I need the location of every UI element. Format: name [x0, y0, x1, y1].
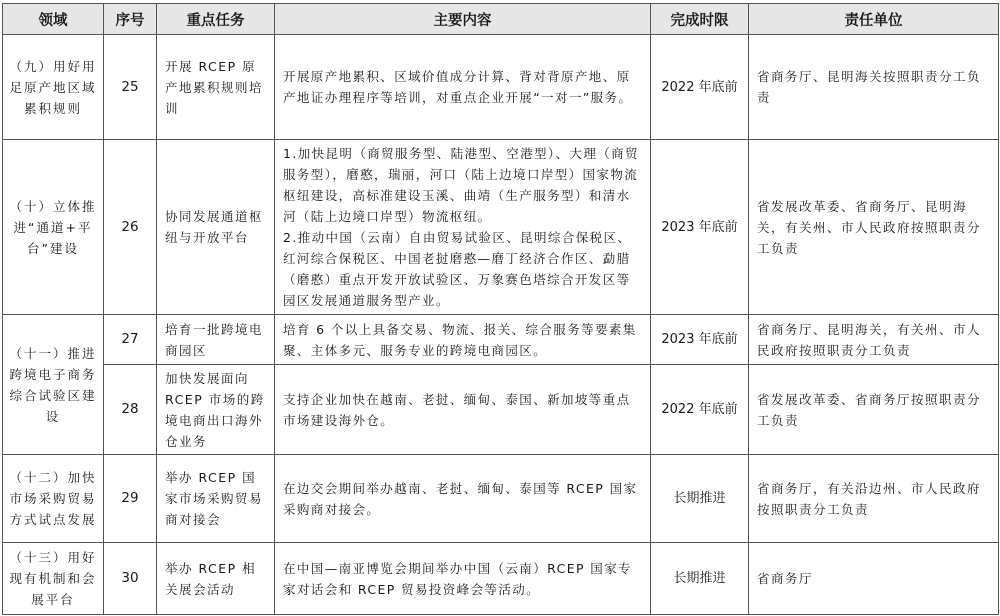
content-paragraph: 支持企业加快在越南、老挝、缅甸、泰国、新加坡等重点市场建设海外仓。 [283, 391, 631, 428]
task-cell: 举办 RCEP 国家市场采购贸易商对接会 [157, 455, 275, 543]
content-cell [275, 455, 651, 543]
task-cell: 培育一批跨境电商园区 [157, 315, 275, 365]
deadline-cell: 2023 年底前 [651, 140, 749, 315]
content-paragraph: 2.推动中国（云南）自由贸易试验区、昆明综合保税区、红河综合保税区、中国老挝磨憨—磨丁经济合作区、勐腊（磨憨）重点开发开放试验区、万象赛色塔综合开发区等园区发展通道服务型产业。 [283, 230, 632, 308]
content-cell [275, 140, 651, 315]
area-cell: （十一）推进跨境电子商务综合试验区建设 [3, 315, 104, 455]
content-paragraph: 1.加快昆明（商贸服务型、陆港型、空港型）、大理（商贸服务型），磨憨，瑞丽，河口（陆上边境口岸型）国家物流枢纽建设，高标准建设玉溪、曲靖（生产服务型）和清水河（陆上边境口岸型）物流枢纽。 [283, 146, 639, 224]
content-paragraph: 在中国—南亚博览会期间举办中国（云南）RCEP 国家专家对话会和 RCEP 贸易投资峰会等活动。 [283, 560, 633, 597]
row-number: 29 [104, 455, 157, 543]
task-cell: 举办 RCEP 相关展会活动 [157, 543, 275, 615]
header-deadline: 完成时限 [651, 4, 749, 35]
deadline-cell: 长期推进 [651, 455, 749, 543]
table-row [3, 543, 999, 615]
unit-cell: 省发展改革委、省商务厅按照职责分工负责 [749, 365, 999, 455]
content-paragraph: 开展原产地累积、区域价值成分计算、背对背原产地、原产地证办理程序等培训，对重点企业开展“一对一”服务。 [283, 69, 633, 105]
area-cell: （十三）用好现有机制和会展平台 [3, 543, 104, 615]
table-row [3, 35, 999, 140]
deadline-cell: 长期推进 [651, 543, 749, 615]
task-cell: 加快发展面向 RCEP 市场的跨境电商出口海外仓业务 [157, 365, 275, 455]
table-row [3, 455, 999, 543]
deadline-cell: 2022 年底前 [651, 365, 749, 455]
header-area: 领域 [3, 4, 104, 35]
area-cell: （十二）加快市场采购贸易方式试点发展 [3, 455, 104, 543]
content-cell [275, 543, 651, 615]
task-table [2, 3, 999, 615]
content-paragraph: 在边交会期间举办越南、老挝、缅甸、泰国等 RCEP 国家采购商对接会。 [283, 480, 638, 517]
unit-cell: 省发展改革委、省商务厅、昆明海关，有关州、市人民政府按照职责分工负责 [749, 140, 999, 315]
row-number: 26 [104, 140, 157, 315]
header-num: 序号 [104, 4, 157, 35]
content-paragraph: 培育 6 个以上具备交易、物流、报关、综合服务等要素集聚、主体多元、服务专业的跨境电商园区。 [283, 321, 637, 358]
unit-cell: 省商务厅、昆明海关，有关州、市人民政府按照职责分工负责 [749, 315, 999, 365]
deadline-cell: 2023 年底前 [651, 315, 749, 365]
content-cell [275, 365, 651, 455]
header-task: 重点任务 [157, 4, 275, 35]
row-number: 25 [104, 35, 157, 140]
task-cell: 开展 RCEP 原产地累积规则培训 [157, 35, 275, 140]
row-number: 28 [104, 365, 157, 455]
table-row [3, 315, 999, 365]
content-cell [275, 315, 651, 365]
deadline-cell: 2022 年底前 [651, 35, 749, 140]
row-number: 27 [104, 315, 157, 365]
header-unit: 责任单位 [749, 4, 999, 35]
row-number: 30 [104, 543, 157, 615]
header-row [3, 4, 999, 35]
header-content: 主要内容 [275, 4, 651, 35]
table-row [3, 140, 999, 315]
unit-cell: 省商务厅、昆明海关按照职责分工负责 [749, 35, 999, 140]
area-cell: （十）立体推进“通道+平台”建设 [3, 140, 104, 315]
content-cell [275, 35, 651, 140]
unit-cell: 省商务厅，有关沿边州、市人民政府按照职责分工负责 [749, 455, 999, 543]
area-cell: （九）用好用足原产地区域累积规则 [3, 35, 104, 140]
unit-cell: 省商务厅 [749, 543, 999, 615]
task-cell: 协同发展通道枢纽与开放平台 [157, 140, 275, 315]
table-row [3, 365, 999, 455]
